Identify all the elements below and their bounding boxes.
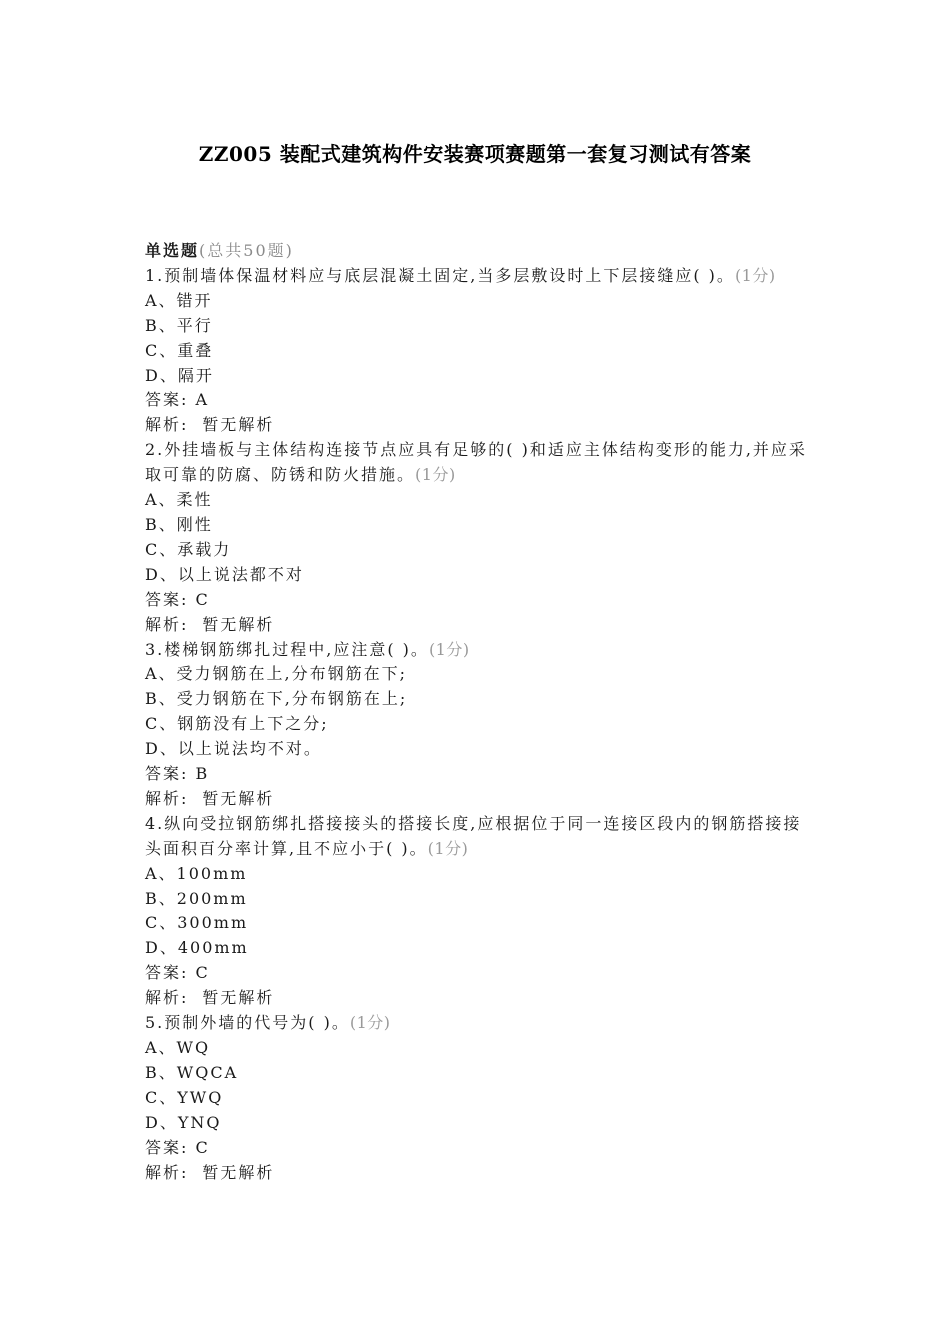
analysis-value: 暂无解析 bbox=[202, 415, 275, 435]
question-item bbox=[145, 1011, 810, 1185]
answer-label: 答案: bbox=[145, 589, 189, 609]
question-stem-text: 3.楼梯钢筋绑扎过程中,应注意( )。 bbox=[145, 639, 429, 659]
analysis-line bbox=[145, 986, 810, 1011]
analysis-value: 暂无解析 bbox=[202, 614, 275, 634]
analysis-line bbox=[145, 613, 810, 638]
question-score: (1分) bbox=[415, 465, 456, 485]
question-stem-text: 1.预制墙体保温材料应与底层混凝土固定,当多层敷设时上下层接缝应( )。 bbox=[145, 265, 735, 285]
answer-value: C bbox=[195, 589, 210, 609]
option-d: D、400mm bbox=[145, 938, 249, 958]
option-d: D、隔开 bbox=[145, 365, 214, 385]
answer-value: A bbox=[195, 390, 210, 410]
answer-label: 答案: bbox=[145, 764, 189, 784]
option-b: B、WQCA bbox=[145, 1062, 239, 1082]
option-b: B、受力钢筋在下,分布钢筋在上; bbox=[145, 689, 408, 709]
question-score: (1分) bbox=[349, 1013, 391, 1033]
answer-line bbox=[145, 961, 810, 986]
question-stem bbox=[145, 812, 810, 862]
option-c: C、YWQ bbox=[145, 1087, 224, 1107]
option-c: C、300mm bbox=[145, 913, 249, 933]
question-stem-text: 4.纵向受拉钢筋绑扎搭接接头的搭接长度,应根据位于同一连接区段内的钢筋搭接接头面积百分率计算,且不应小于( )。 bbox=[145, 813, 802, 858]
question-score: (1分) bbox=[734, 265, 776, 285]
option-b: B、平行 bbox=[145, 315, 213, 335]
question-stem-text: 5.预制外墙的代号为( )。 bbox=[145, 1013, 350, 1033]
analysis-label: 解析: bbox=[145, 614, 189, 634]
question-score: (1分) bbox=[427, 838, 469, 858]
option-a: A、100mm bbox=[145, 863, 248, 883]
analysis-label: 解析: bbox=[145, 988, 189, 1008]
answer-label: 答案: bbox=[145, 963, 189, 983]
option-a: A、柔性 bbox=[145, 490, 213, 510]
question-stem-text: 2.外挂墙板与主体结构连接节点应具有足够的( )和适应主体结构变形的能力,并应采取可靠的防腐、防锈和防火措施。 bbox=[145, 440, 807, 485]
document-title: ZZ005 装配式建筑构件安装赛项赛题第一套复习测试有答案 bbox=[198, 142, 752, 166]
section-title: 单选题 bbox=[145, 241, 200, 260]
option-a: A、错开 bbox=[145, 290, 213, 310]
option-a: A、WQ bbox=[145, 1038, 211, 1057]
question-item bbox=[145, 638, 810, 812]
analysis-value: 暂无解析 bbox=[202, 1162, 275, 1182]
answer-line bbox=[145, 1136, 810, 1161]
answer-line bbox=[145, 388, 810, 413]
option-a: A、受力钢筋在上,分布钢筋在下; bbox=[145, 664, 408, 684]
question-stem bbox=[145, 638, 810, 663]
option-c: C、重叠 bbox=[145, 340, 214, 360]
analysis-label: 解析: bbox=[145, 788, 189, 808]
option-b: B、200mm bbox=[145, 888, 248, 908]
option-c: C、承载力 bbox=[145, 539, 232, 559]
question-stem bbox=[145, 264, 810, 289]
answer-line bbox=[145, 762, 810, 787]
answer-value: C bbox=[195, 1137, 210, 1157]
option-c: C、钢筋没有上下之分; bbox=[145, 714, 329, 734]
section-note: (总共50题) bbox=[199, 241, 294, 260]
question-stem bbox=[145, 1011, 810, 1036]
section-heading bbox=[145, 239, 810, 264]
analysis-line bbox=[145, 413, 810, 438]
answer-label: 答案: bbox=[145, 390, 189, 410]
analysis-line bbox=[145, 787, 810, 812]
analysis-label: 解析: bbox=[145, 1162, 189, 1182]
question-list bbox=[145, 239, 810, 1185]
answer-value: B bbox=[195, 764, 210, 784]
question-score: (1分) bbox=[428, 639, 470, 659]
question-stem bbox=[145, 438, 810, 488]
analysis-label: 解析: bbox=[145, 415, 189, 435]
answer-line bbox=[145, 588, 810, 613]
option-d: D、以上说法均不对。 bbox=[145, 739, 322, 759]
analysis-value: 暂无解析 bbox=[202, 788, 275, 808]
answer-label: 答案: bbox=[145, 1137, 189, 1157]
question-item bbox=[145, 438, 810, 637]
option-d: D、YNQ bbox=[145, 1112, 222, 1132]
analysis-line bbox=[145, 1161, 810, 1186]
answer-value: C bbox=[195, 963, 210, 983]
analysis-value: 暂无解析 bbox=[202, 988, 275, 1008]
question-item bbox=[145, 264, 810, 438]
option-d: D、以上说法都不对 bbox=[145, 564, 304, 584]
question-item bbox=[145, 812, 810, 1011]
option-b: B、刚性 bbox=[145, 514, 213, 534]
